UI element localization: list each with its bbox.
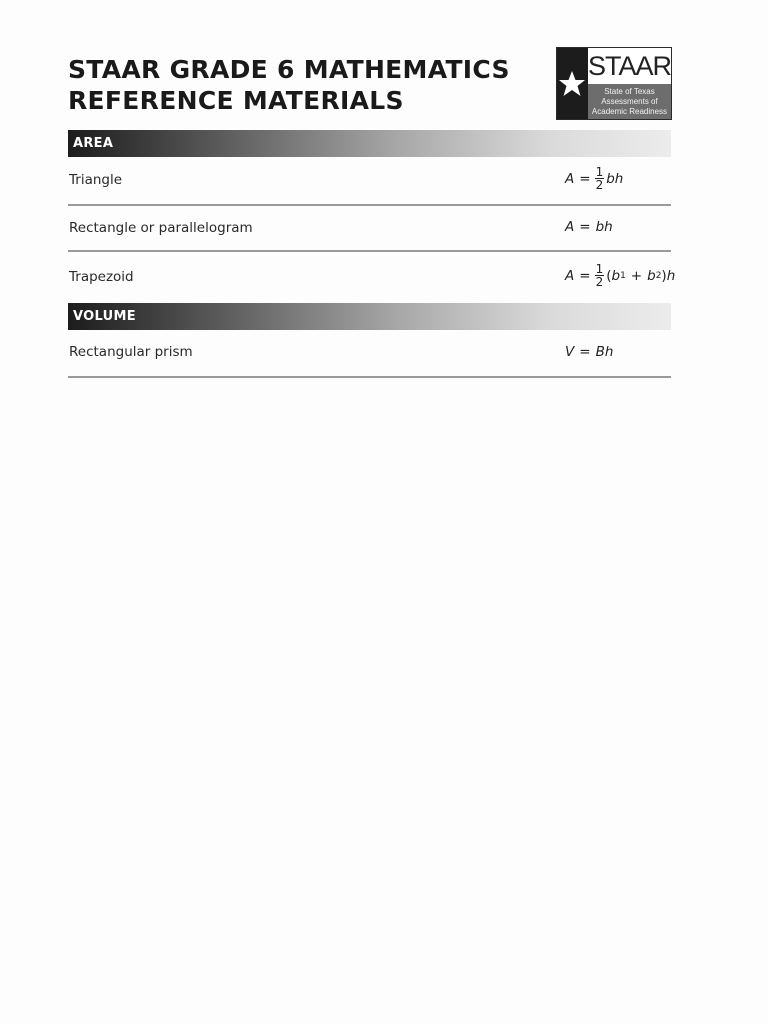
- triangle-label: Triangle: [69, 172, 123, 188]
- page-title: [68, 54, 510, 116]
- trapezoid-row: [68, 252, 676, 303]
- rectangle-label: Rectangle or parallelogram: [69, 220, 253, 236]
- page-title-line-1: STAAR GRADE 6 MATHEMATICS: [68, 55, 510, 84]
- rectangular-prism-row: [68, 330, 671, 378]
- fraction-one-half: $\frac{1}{2}$: [595, 262, 604, 289]
- star-icon: [557, 69, 587, 99]
- staar-logo: [556, 47, 672, 120]
- logo-wordmark: STAAR: [588, 48, 671, 84]
- fraction-one-half: $\frac{1}{2}$: [595, 165, 604, 192]
- trapezoid-label: Trapezoid: [69, 269, 134, 285]
- volume-section-heading: VOLUME: [68, 303, 671, 330]
- rectangular-prism-formula: V = Bh: [565, 344, 614, 360]
- rectangular-prism-label: Rectangular prism: [69, 344, 193, 360]
- triangle-formula: A = $\frac{1}{2}$ bh: [565, 165, 624, 192]
- logo-tagline-line-2: Assessments of: [601, 96, 658, 106]
- star-block: [557, 48, 588, 119]
- rectangle-formula: A = bh: [565, 219, 613, 235]
- rectangle-row: [68, 206, 671, 252]
- logo-tagline: [588, 84, 671, 119]
- logo-tagline-line-1: State of Texas: [604, 86, 655, 96]
- page-title-line-2: REFERENCE MATERIALS: [68, 86, 404, 115]
- logo-tagline-line-3: Academic Readiness: [591, 106, 668, 116]
- triangle-row: [68, 158, 671, 206]
- area-section-heading: AREA: [68, 130, 671, 157]
- trapezoid-formula: A = $\frac{1}{2}$ ( b 1 + b 2 ) h: [565, 262, 676, 289]
